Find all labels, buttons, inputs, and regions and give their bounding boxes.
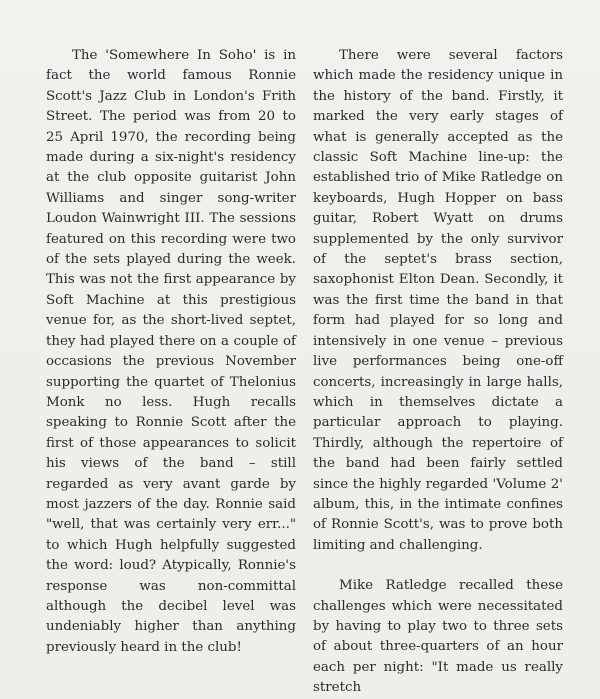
right-paragraph-1: There were several factors which made the residency unique in the history of the band. Firstly, it marked the very early stages of what is generally accepted as the classic Soft Machine line-up: the established trio of Mike Ratledge on keyboards, Hugh Hopper on bass guitar, Robert Wyatt on drums supplemented by the only survivor of the septet's brass section, saxophonist Elton Dean. Secondly, it was the first time the band in that form had played for so long and intensively in one venue – previous live performances being one-off concerts, increasingly in large halls, which in themselves dictate a particular approach to playing. Thirdly, although the repertoire of the band had been fairly settled since the highly regarded 'Volume 2' album, this, in the intimate confines of Ronnie Scott's, was to prove both limiting and challenging.	[313, 48, 563, 553]
right-paragraph-2: Mike Ratledge recalled these challenges which were necessitated by having to play two to three sets of about three-quarters of an hour each per night: "It made us really stretch	[313, 578, 563, 696]
left-column	[46, 46, 296, 658]
left-paragraph-1: The 'Somewhere In Soho' is in fact the world famous Ronnie Scott's Jazz Club in London's Frith Street. The period was from 20 to 25 April 1970, the recording being made during a six-night's residency at the club opposite guitarist John Williams and singer song-writer Loudon Wainwright III. The sessions featured on this recording were two of the sets played during the week. This was not the first appearance by Soft Machine at this prestigious venue for, as the short-lived septet, they had played there on a couple of occasions the previous November supporting the quartet of Thelonius Monk no less. Hugh recalls speaking to Ronnie Scott after the first of those appearances to solicit his views of the band – still regarded as very avant garde by most jazzers of the day. Ronnie said "well, that was certainly very err..." to which Hugh helpfully suggested the word: loud? Atypically, Ronnie's response was non-committal although the decibel level was undeniably higher than anything previously heard in the club!	[46, 48, 296, 655]
right-column	[313, 46, 563, 699]
